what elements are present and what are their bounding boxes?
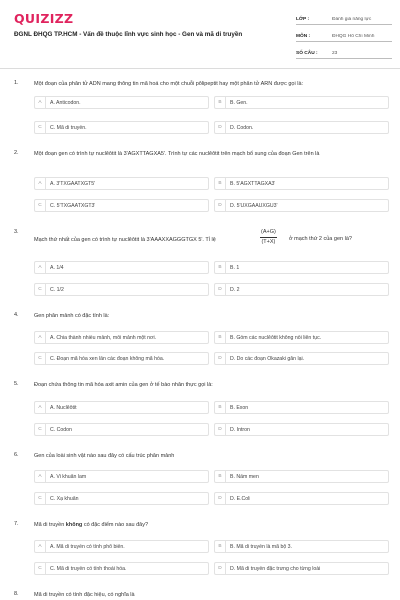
option-letter: A xyxy=(35,178,46,189)
option-text: A. Anticodon. xyxy=(50,99,81,106)
option-letter: B xyxy=(215,471,226,482)
option-text: C. Mã di truyền. xyxy=(50,124,87,131)
option-letter: D xyxy=(215,284,226,295)
question-text: Mạch thứ nhất của gen có trình tự nuclêôtit là 3'AAAXXAGGGTGX 5'. Tỉ lệ xyxy=(34,237,216,243)
option-a[interactable] xyxy=(34,401,209,414)
option-text: D. Intron xyxy=(230,426,250,433)
option-letter: C xyxy=(35,493,46,504)
meta-value: 23 xyxy=(332,51,338,56)
question-text-part: Mã di truyền xyxy=(34,522,66,528)
meta-value: ĐHQG Hồ Chí Minh xyxy=(332,34,375,39)
option-letter: A xyxy=(35,332,46,343)
option-text: B. Exon xyxy=(230,404,249,411)
option-letter: C xyxy=(35,424,46,435)
option-a[interactable] xyxy=(34,177,209,190)
question-text: Một đoạn gen có trình tự nuclêôtit là 3'AGXTTAGXA5'. Trình tự các nuclêôtit trên mạch bổ sung của đoạn Gen trên là xyxy=(34,151,320,157)
option-c[interactable] xyxy=(34,121,209,134)
option-letter: D xyxy=(215,563,226,574)
question-text-tail: ở mạch thứ 2 của gen là? xyxy=(289,236,352,242)
option-letter: C xyxy=(35,353,46,364)
option-b[interactable] xyxy=(214,96,389,109)
option-letter: A xyxy=(35,262,46,273)
question-number: 8. xyxy=(14,591,19,597)
option-text: A. Mã di truyền có tính phổ biến. xyxy=(50,543,125,550)
option-letter: D xyxy=(215,200,226,211)
question-text xyxy=(34,521,386,529)
question-text-part: có đặc điểm nào sau đây? xyxy=(82,522,149,528)
option-d[interactable] xyxy=(214,352,389,365)
meta-row-count xyxy=(296,44,392,59)
option-d[interactable] xyxy=(214,283,389,296)
worksheet-title: ĐGNL ĐHQG TP.HCM - Vấn đề thuộc lĩnh vực sinh học - Gen và mã di truyền xyxy=(14,31,243,38)
question-number: 4. xyxy=(14,312,19,318)
meta-key: LỚP : xyxy=(296,17,310,22)
option-d[interactable] xyxy=(214,121,389,134)
option-letter: D xyxy=(215,353,226,364)
question-text: Đoạn chứa thông tin mã hóa axit amin của gen ở tế bào nhân thực gọi là: xyxy=(34,382,213,388)
option-text: C. Đoạn mã hóa xen lẫn các đoạn không mã hóa. xyxy=(50,355,165,362)
option-text: C. 1/2 xyxy=(50,286,64,293)
option-text: D. Mã di truyền đặc trưng cho từng loài xyxy=(230,565,321,572)
option-letter: B xyxy=(215,332,226,343)
quizizz-logo: QUIZIZZ xyxy=(14,11,74,26)
option-text: D. Codon. xyxy=(230,124,254,131)
question-text: Mã di truyền có tính đặc hiệu, có nghĩa là xyxy=(34,592,135,598)
question-text-emphasis: không xyxy=(65,522,83,528)
option-letter: A xyxy=(35,471,46,482)
option-b[interactable] xyxy=(214,540,389,553)
option-text: B. 1 xyxy=(230,264,240,271)
question-number: 3. xyxy=(14,229,19,235)
option-text: D. 2 xyxy=(230,286,240,293)
option-text: B. Mã di truyền là mã bộ 3. xyxy=(230,543,292,550)
option-letter: D xyxy=(215,493,226,504)
option-text: A. Chia thành nhiều mảnh, mỗi mảnh một nơi. xyxy=(50,334,157,341)
option-letter: C xyxy=(35,122,46,133)
option-text: B. 5'AGXTTAGXA3' xyxy=(230,180,276,187)
option-letter: A xyxy=(35,402,46,413)
option-text: C. Codon xyxy=(50,426,72,433)
option-letter: C xyxy=(35,563,46,574)
meta-row-subject xyxy=(296,27,392,42)
option-text: D. E.Coli xyxy=(230,495,251,502)
option-b[interactable] xyxy=(214,401,389,414)
option-b[interactable] xyxy=(214,470,389,483)
meta-key: SỐ CÂU : xyxy=(296,51,318,56)
option-letter: C xyxy=(35,284,46,295)
fraction xyxy=(260,229,277,246)
option-text: C. 5'TXGAATXGT3' xyxy=(50,202,96,209)
option-text: D. 5'UXGAAUXGU3' xyxy=(230,202,278,209)
question-text: Một đoạn của phân tử ADN mang thông tin mã hoá cho một chuỗi pôlipeptit hay một phân tử ARN được gọi là: xyxy=(34,81,304,87)
fraction-numerator: (A+G) xyxy=(260,229,277,238)
option-c[interactable] xyxy=(34,492,209,505)
worksheet-header xyxy=(0,0,400,64)
option-a[interactable] xyxy=(34,261,209,274)
option-a[interactable] xyxy=(34,96,209,109)
option-letter: B xyxy=(215,541,226,552)
option-letter: C xyxy=(35,200,46,211)
option-c[interactable] xyxy=(34,352,209,365)
option-letter: B xyxy=(215,402,226,413)
meta-value: Đánh giá năng lực xyxy=(332,17,372,22)
question-number: 5. xyxy=(14,381,19,387)
option-d[interactable] xyxy=(214,562,389,575)
option-letter: D xyxy=(215,424,226,435)
option-b[interactable] xyxy=(214,177,389,190)
question-number: 6. xyxy=(14,452,19,458)
option-d[interactable] xyxy=(214,423,389,436)
option-c[interactable] xyxy=(34,562,209,575)
fraction-denominator: (T+X) xyxy=(261,239,276,245)
option-letter: B xyxy=(215,178,226,189)
question-number: 7. xyxy=(14,521,19,527)
option-letter: A xyxy=(35,541,46,552)
option-b[interactable] xyxy=(214,331,389,344)
option-c[interactable] xyxy=(34,423,209,436)
option-text: A. 1/4 xyxy=(50,264,64,271)
option-text: A. Nuclêôtit xyxy=(50,404,77,411)
question-text: Gen phân mảnh có đặc tính là: xyxy=(34,313,110,319)
option-a[interactable] xyxy=(34,331,209,344)
option-text: B. Gồm các nuclêôtit không nối liên tục. xyxy=(230,334,322,341)
option-text: D. Do các đoạn Okazaki gắn lại. xyxy=(230,355,305,362)
meta-row-class xyxy=(296,10,392,25)
option-text: A. Vi khuẩn lam xyxy=(50,473,87,480)
option-d[interactable] xyxy=(214,492,389,505)
option-a[interactable] xyxy=(34,470,209,483)
meta-key: MÔN : xyxy=(296,34,311,39)
question-number: 2. xyxy=(14,150,19,156)
option-text: C. Mã di truyền có tính thoái hóa. xyxy=(50,565,127,572)
option-text: B. Gen. xyxy=(230,99,248,106)
header-divider xyxy=(0,68,400,69)
option-letter: A xyxy=(35,97,46,108)
option-c[interactable] xyxy=(34,283,209,296)
option-letter: B xyxy=(215,97,226,108)
worksheet-meta xyxy=(296,10,392,61)
option-c[interactable] xyxy=(34,199,209,212)
option-d[interactable] xyxy=(214,199,389,212)
option-text: B. Nấm men xyxy=(230,473,259,480)
option-letter: D xyxy=(215,122,226,133)
option-text: C. Xạ khuẩn xyxy=(50,495,79,502)
question-text: Gen của loài sinh vật nào sau đây có cấu trúc phân mảnh xyxy=(34,453,175,459)
option-a[interactable] xyxy=(34,540,209,553)
option-letter: B xyxy=(215,262,226,273)
option-b[interactable] xyxy=(214,261,389,274)
question-number: 1. xyxy=(14,80,19,86)
option-text: A. 3'TXGAATXGT5' xyxy=(50,180,96,187)
